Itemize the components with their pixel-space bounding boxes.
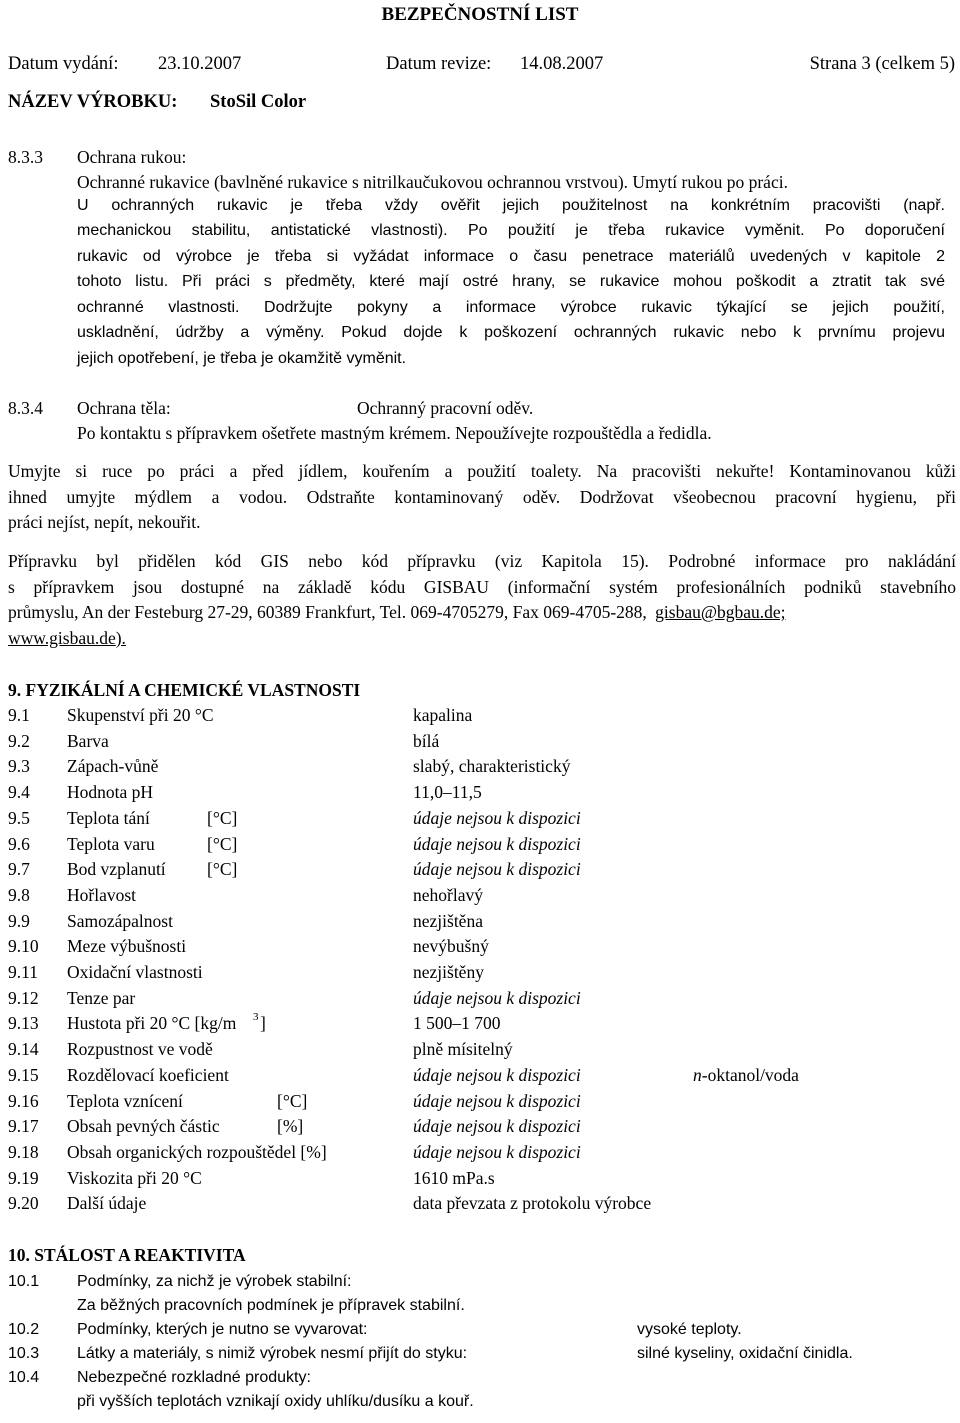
row-number: 9.5 xyxy=(8,808,30,828)
row-extra-text: -oktanol/voda xyxy=(701,1065,799,1085)
page-info: Strana 3 (celkem 5) xyxy=(809,54,955,74)
row-number: 9.14 xyxy=(8,1039,39,1059)
hygiene-line-1: Umyjte si ruce po práci a před jídlem, kouřením a použití toalety. Na pracovišti nekuřte! Kontaminovanou kůži xyxy=(8,461,956,481)
hand-protection-line-5: tohoto listu. Při práci s předměty, které mají ostré hrany, se rukavice mohou poškodit a ztratit tak své xyxy=(77,273,945,290)
body-protection-note: Po kontaktu s přípravkem ošetřete mastným krémem. Nepoužívejte rozpouštědla a ředidla. xyxy=(77,423,712,443)
row-number: 9.13 xyxy=(8,1013,39,1033)
row-label: Oxidační vlastnosti xyxy=(67,962,203,982)
row-number: 9.17 xyxy=(8,1116,39,1136)
row-label: Podmínky, za nichž je výrobek stabilní: xyxy=(77,1273,352,1290)
row-label: Obsah organických rozpouštědel [%] xyxy=(67,1142,327,1162)
row-value: slabý, charakteristický xyxy=(413,756,571,776)
row-value: 1 500–1 700 xyxy=(413,1013,501,1033)
row-value: údaje nejsou k dispozici xyxy=(413,1142,581,1162)
section-10-title: 10. STÁLOST A REAKTIVITA xyxy=(8,1245,246,1265)
row-value: 1610 mPa.s xyxy=(413,1168,495,1188)
row-value: údaje nejsou k dispozici xyxy=(413,808,581,828)
row-number: 9.10 xyxy=(8,936,39,956)
row-value: údaje nejsou k dispozici xyxy=(413,1116,581,1136)
hand-protection-line-7: uskladnění, údržby a výměny. Pokud dojde k poškození ochranných rukavic nebo k prvnímu projevu xyxy=(77,324,945,341)
row-unit: [°C] xyxy=(207,808,238,828)
row-value: data převzata z protokolu výrobce xyxy=(413,1193,652,1213)
row-value: údaje nejsou k dispozici xyxy=(413,859,581,879)
row-number: 9.3 xyxy=(8,756,30,776)
section-9-title: 9. FYZIKÁLNÍ A CHEMICKÉ VLASTNOSTI xyxy=(8,680,361,700)
hand-protection-line-3: mechanickou stabilitu, antistatické vlastnosti). Po použití je třeba rukavice vyměnit. Po doporučení xyxy=(77,222,945,239)
row-unit: [%] xyxy=(277,1116,304,1136)
row-extra-prefix: n xyxy=(693,1065,702,1085)
row-label: Hodnota pH xyxy=(67,782,154,802)
row-number: 9.15 xyxy=(8,1065,39,1085)
row-label: Obsah pevných částic xyxy=(67,1116,220,1136)
row-number: 9.1 xyxy=(8,705,30,725)
density-unit-close: ] xyxy=(260,1013,266,1033)
body-protection-value: Ochranný pracovní oděv. xyxy=(357,398,534,418)
row-label: Viskozita při 20 °C xyxy=(67,1168,202,1188)
row-label: Teplota varu xyxy=(67,834,155,854)
gis-line-3: průmyslu, An der Festeburg 27-29, 60389 Frankfurt, Tel. 069-4705279, Fax 069-4705-288, xyxy=(8,602,647,622)
row-value: údaje nejsou k dispozici xyxy=(413,988,581,1008)
gis-website-suffix: ). xyxy=(115,628,126,648)
issue-date-label: Datum vydání: xyxy=(8,54,119,74)
row-number: 9.11 xyxy=(8,962,38,982)
row-label: Barva xyxy=(67,731,109,751)
row-label: Hustota při 20 °C [kg/m xyxy=(67,1013,237,1033)
hygiene-line-3: práci nejíst, nepít, nekouřit. xyxy=(8,512,201,532)
product-label: NÁZEV VÝROBKU: xyxy=(8,92,178,112)
row-unit: [°C] xyxy=(277,1091,308,1111)
row-label: Hořlavost xyxy=(67,885,137,905)
section-8-3-3-number: 8.3.3 xyxy=(8,147,43,167)
gis-line-2: s přípravkem jsou dostupné na základě kódu GISBAU (informační systém profesionálních podniků stavebního xyxy=(8,577,956,597)
row-label: Látky a materiály, s nimiž výrobek nesmí přijít do styku: xyxy=(77,1345,468,1362)
row-label: Zápach-vůně xyxy=(67,756,159,776)
row-number: 10.2 xyxy=(8,1321,40,1338)
row-number: 10.3 xyxy=(8,1345,40,1362)
row-number: 10.1 xyxy=(8,1273,40,1290)
gis-website-link[interactable]: www.gisbau.de xyxy=(8,628,116,648)
document-title: BEZPEČNOSTNÍ LIST xyxy=(381,4,579,25)
row-value: údaje nejsou k dispozici xyxy=(413,834,581,854)
row-label: Tenze par xyxy=(67,988,136,1008)
row-value: kapalina xyxy=(413,705,473,725)
row-label: Teplota tání xyxy=(67,808,150,828)
row-value: plně mísitelný xyxy=(413,1039,513,1059)
section-8-3-4-number: 8.3.4 xyxy=(8,398,43,418)
row-number: 9.20 xyxy=(8,1193,39,1213)
row-value: 11,0–11,5 xyxy=(413,782,482,802)
row-number: 10.4 xyxy=(8,1369,40,1386)
section-8-3-4-heading: Ochrana těla: xyxy=(77,398,171,418)
row-label: Teplota vznícení xyxy=(67,1091,183,1111)
issue-date: 23.10.2007 xyxy=(158,54,242,74)
product-name: StoSil Color xyxy=(210,92,307,112)
hand-protection-line-4: rukavic od výrobce je třeba si vyžádat informace o času penetrace materiálů uvedených v kapitole 2 xyxy=(77,248,945,265)
hygiene-line-2: ihned umyjte mýdlem a vodou. Odstraňte kontaminovaný oděv. Dodržovat všeobecnou pracovní hygienu, při xyxy=(8,487,956,507)
revision-date-label: Datum revize: xyxy=(386,54,492,74)
row-label: Nebezpečné rozkladné produkty: xyxy=(77,1369,311,1386)
gis-line-3-wrapper xyxy=(8,602,785,623)
row-label: Další údaje xyxy=(67,1193,147,1213)
row-label: Rozpustnost ve vodě xyxy=(67,1039,213,1059)
row-label: Podmínky, kterých je nutno se vyvarovat: xyxy=(77,1321,368,1338)
row-number: 9.16 xyxy=(8,1091,39,1111)
row-label: Samozápalnost xyxy=(67,911,173,931)
row-value: bílá xyxy=(413,731,440,751)
row-sub: při vyšších teplotách vznikají oxidy uhlíku/dusíku a kouř. xyxy=(77,1393,474,1410)
row-number: 9.9 xyxy=(8,911,30,931)
row-value: nehořlavý xyxy=(413,885,483,905)
row-number: 9.18 xyxy=(8,1142,39,1162)
row-sub: Za běžných pracovních podmínek je přípravek stabilní. xyxy=(77,1297,465,1314)
row-value: údaje nejsou k dispozici xyxy=(413,1091,581,1111)
row-label: Rozdělovací koeficient xyxy=(67,1065,229,1085)
hand-protection-line-6: ochranné vlastnosti. Dodržujte pokyny a informace výrobce rukavic týkající se jejich použití, xyxy=(77,299,945,316)
gis-line-1: Přípravku byl přidělen kód GIS nebo kód přípravku (viz Kapitola 15). Podrobné informace pro nakládání xyxy=(8,551,956,571)
row-unit: [°C] xyxy=(207,859,238,879)
row-number: 9.12 xyxy=(8,988,39,1008)
row-unit: [°C] xyxy=(207,834,238,854)
gis-email-link[interactable]: gisbau@bgbau.de; xyxy=(655,602,786,622)
hand-protection-line-1: Ochranné rukavice (bavlněné rukavice s nitrilkaučukovou ochrannou vrstvou). Umytí rukou po práci. xyxy=(77,172,788,192)
row-value: silné kyseliny, oxidační činidla. xyxy=(637,1345,853,1362)
row-label: Bod vzplanutí xyxy=(67,859,166,879)
row-value: nezjištěny xyxy=(413,962,484,982)
row-label: Meze výbušnosti xyxy=(67,936,187,956)
section-8-3-3-heading: Ochrana rukou: xyxy=(77,147,187,167)
row-value: nezjištěna xyxy=(413,911,483,931)
row-label: Skupenství při 20 °C xyxy=(67,705,214,725)
row-number: 9.4 xyxy=(8,782,30,802)
row-number: 9.7 xyxy=(8,859,30,879)
row-extra xyxy=(693,1065,799,1086)
gis-line-4-wrapper xyxy=(8,628,126,649)
revision-date: 14.08.2007 xyxy=(520,54,604,74)
density-unit-superscript: 3 xyxy=(253,1011,259,1023)
row-number: 9.2 xyxy=(8,731,30,751)
hand-protection-line-8: jejich opotřebení, je třeba je okamžitě vyměnit. xyxy=(77,350,407,367)
row-number: 9.19 xyxy=(8,1168,39,1188)
hand-protection-line-2: U ochranných rukavic je třeba vždy ověřit jejich použitelnost na konkrétním pracovišti (např. xyxy=(77,197,945,214)
row-value: vysoké teploty. xyxy=(637,1321,742,1338)
row-value: údaje nejsou k dispozici xyxy=(413,1065,581,1085)
row-number: 9.8 xyxy=(8,885,30,905)
row-number: 9.6 xyxy=(8,834,30,854)
row-value: nevýbušný xyxy=(413,936,489,956)
